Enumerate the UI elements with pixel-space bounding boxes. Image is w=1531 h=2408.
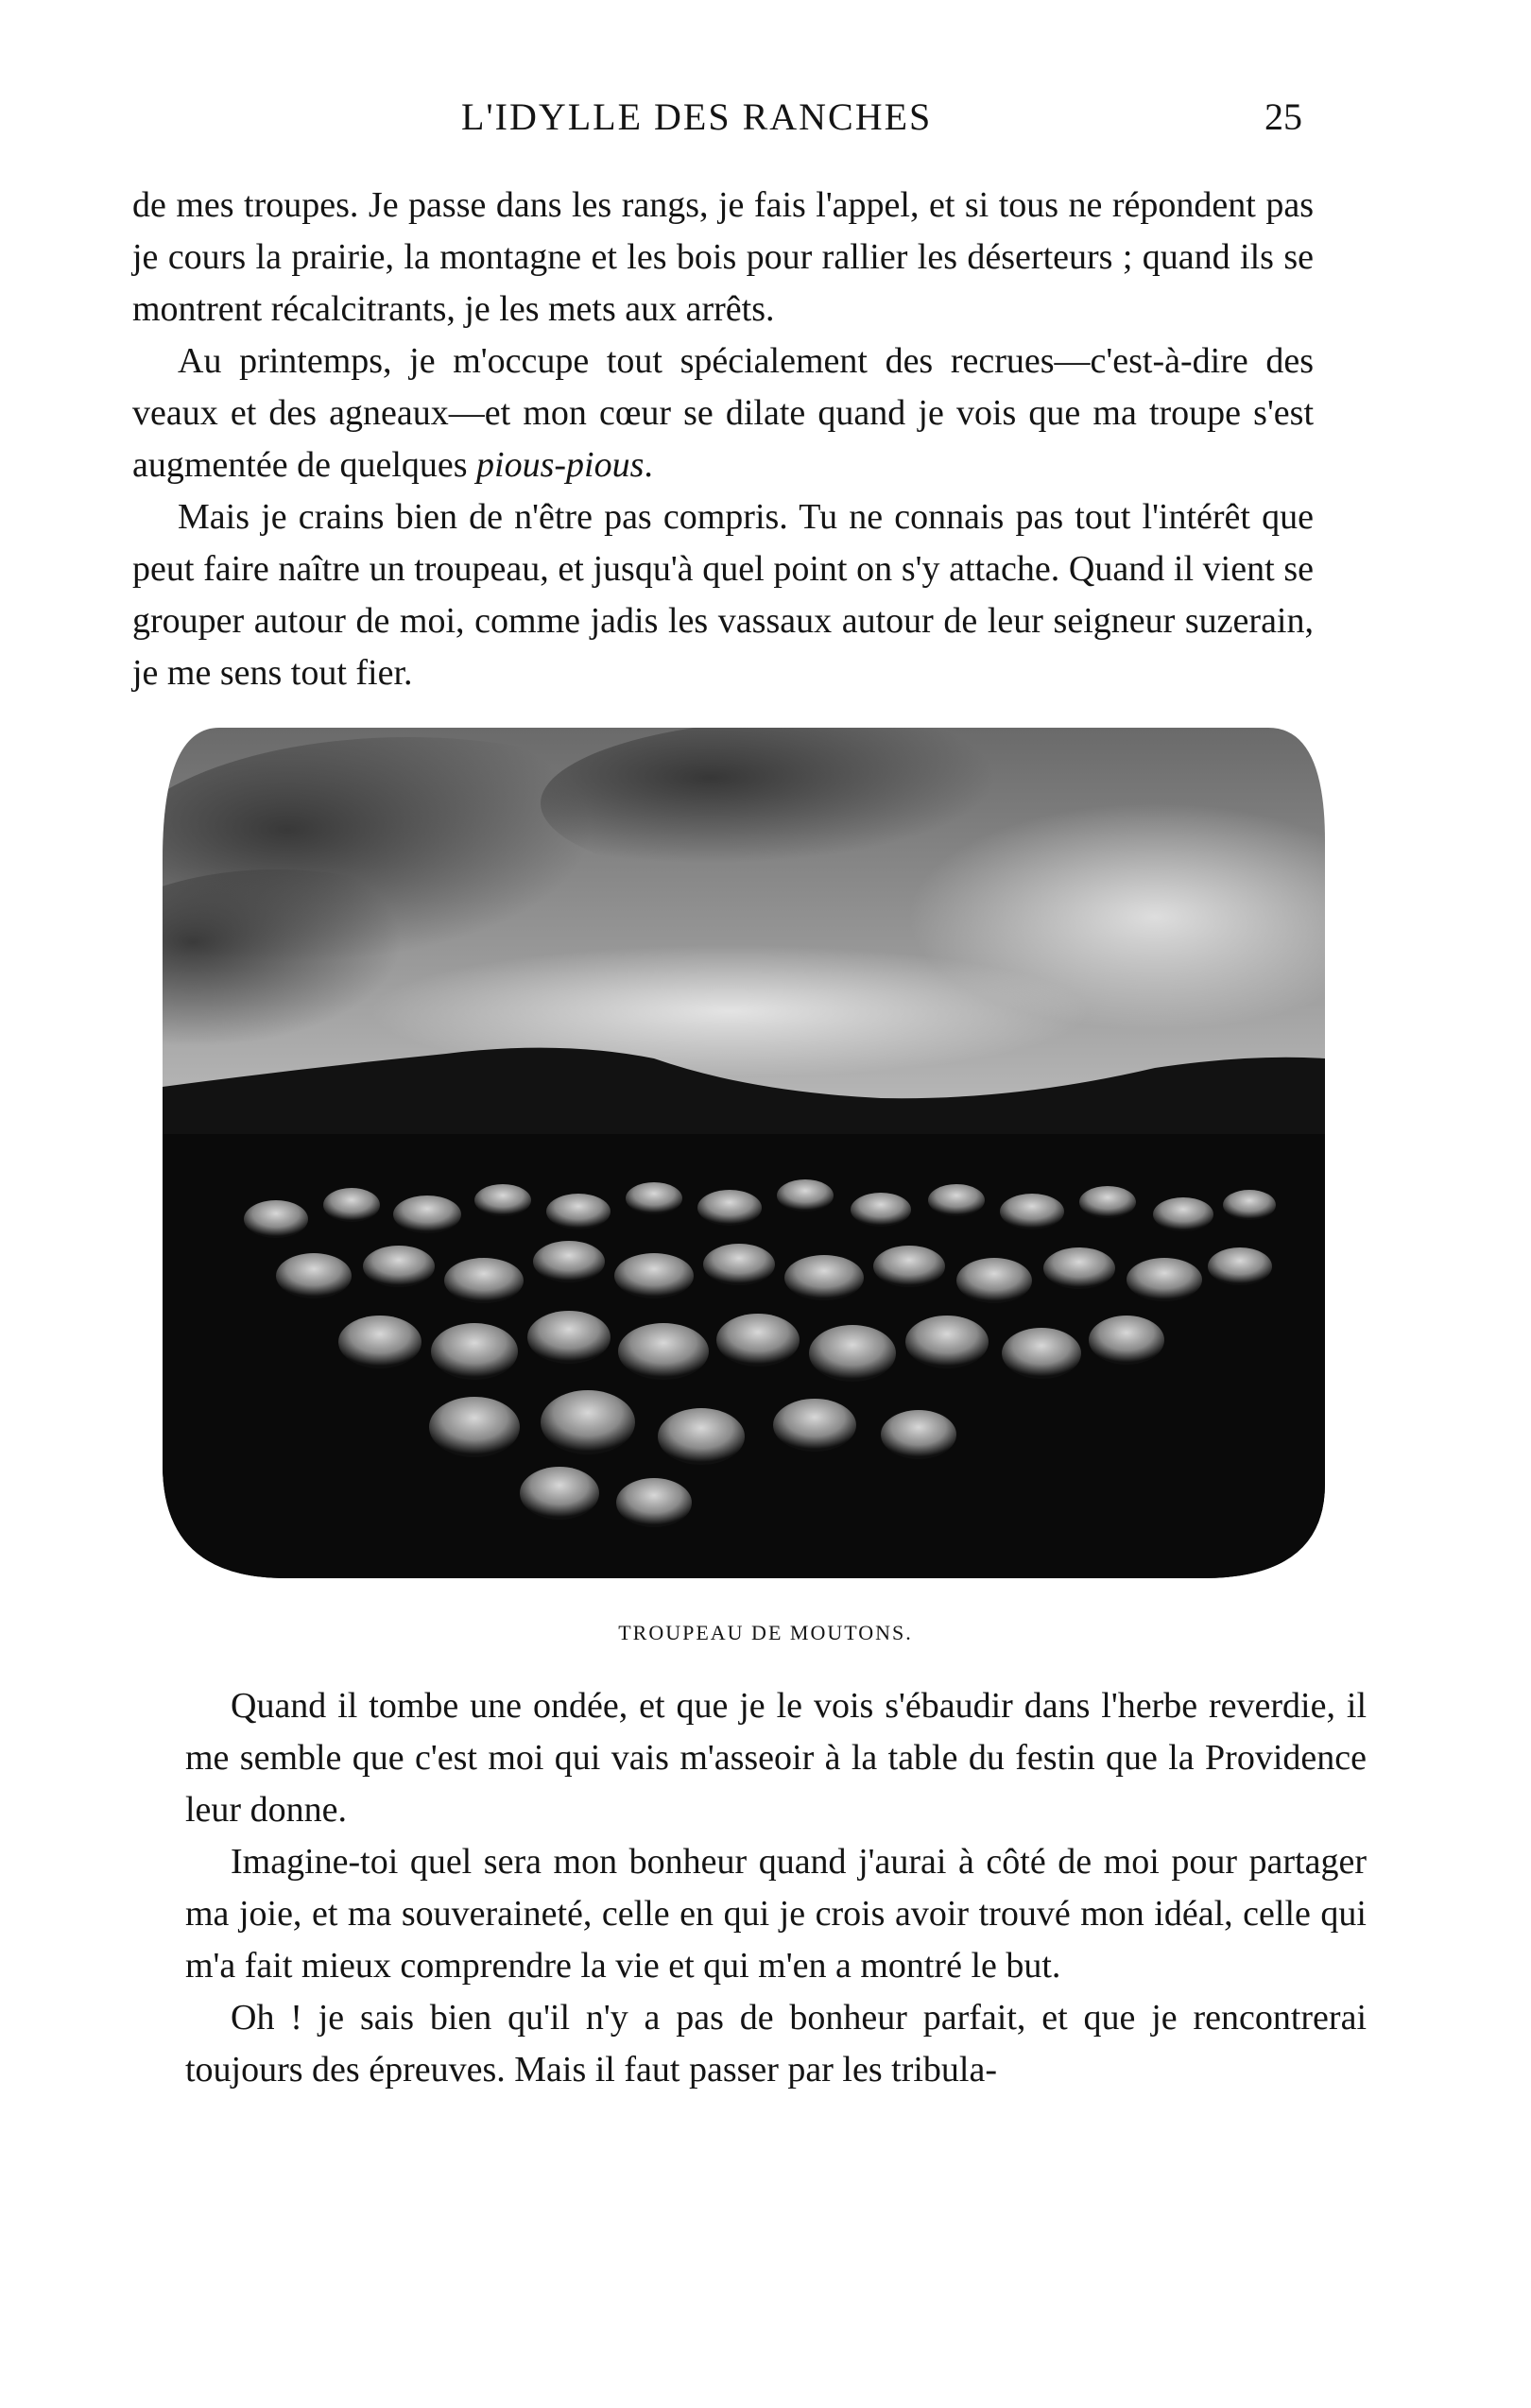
bottom-text-block — [185, 1680, 1367, 2096]
page-number: 25 — [1264, 95, 1302, 138]
paragraph-imagine: Imagine-toi quel sera mon bonheur quand j'aurai à côté de moi pour partager ma joie, et ma souveraineté, celle en qui je crois avoir trouvé mon idéal, celle qui m'a fait mieux comprendre la vie et qui m'en a montré le but. — [185, 1842, 1367, 1986]
top-text-block — [132, 180, 1314, 699]
running-title: L'IDYLLE DES RANCHES — [461, 95, 933, 138]
paragraph-understood: Mais je crains bien de n'être pas compris. Tu ne connais pas tout l'intérêt que peut faire naître un troupeau, et jusqu'à quel point on s'y attache. Quand il vient se grouper autour de moi, comme jadis les vassaux autour de leur seigneur suzerain, je me sens tout fier. — [132, 497, 1314, 693]
figure-caption: TROUPEAU DE MOUTONS. — [618, 1621, 913, 1644]
paragraph-spring — [132, 335, 1314, 491]
paragraph-continued: de mes troupes. Je passe dans les rangs, je fais l'appel, et si tous ne répondent pas je cours la prairie, la montagne et les bois pour rallier les déserteurs ; quand ils se montrent récalcitrants, je les mets aux arrêts. — [132, 185, 1314, 329]
paragraph-trials: Oh ! je sais bien qu'il n'y a pas de bonheur parfait, et que je rencontrerai toujours des épreuves. Mais il faut passer par les tribula- — [185, 1998, 1367, 2090]
running-head — [0, 95, 1531, 151]
italic-term: pious-pious — [476, 445, 645, 485]
sheep-flock-photograph — [163, 728, 1325, 1578]
paragraph-rain: Quand il tombe une ondée, et que je le vois s'ébaudir dans l'herbe reverdie, il me semble que c'est moi qui vais m'asseoir à la table du festin que la Providence leur donne. — [185, 1686, 1367, 1830]
paragraph-spring-text: Au printemps, je m'occupe tout spécialement des recrues—c'est-à-dire des veaux et des agneaux—et mon cœur se dilate quand je vois que ma troupe s'est augmentée de quelques — [132, 341, 1314, 485]
paragraph-spring-end: . — [644, 445, 653, 485]
photograph-image — [163, 728, 1325, 1578]
